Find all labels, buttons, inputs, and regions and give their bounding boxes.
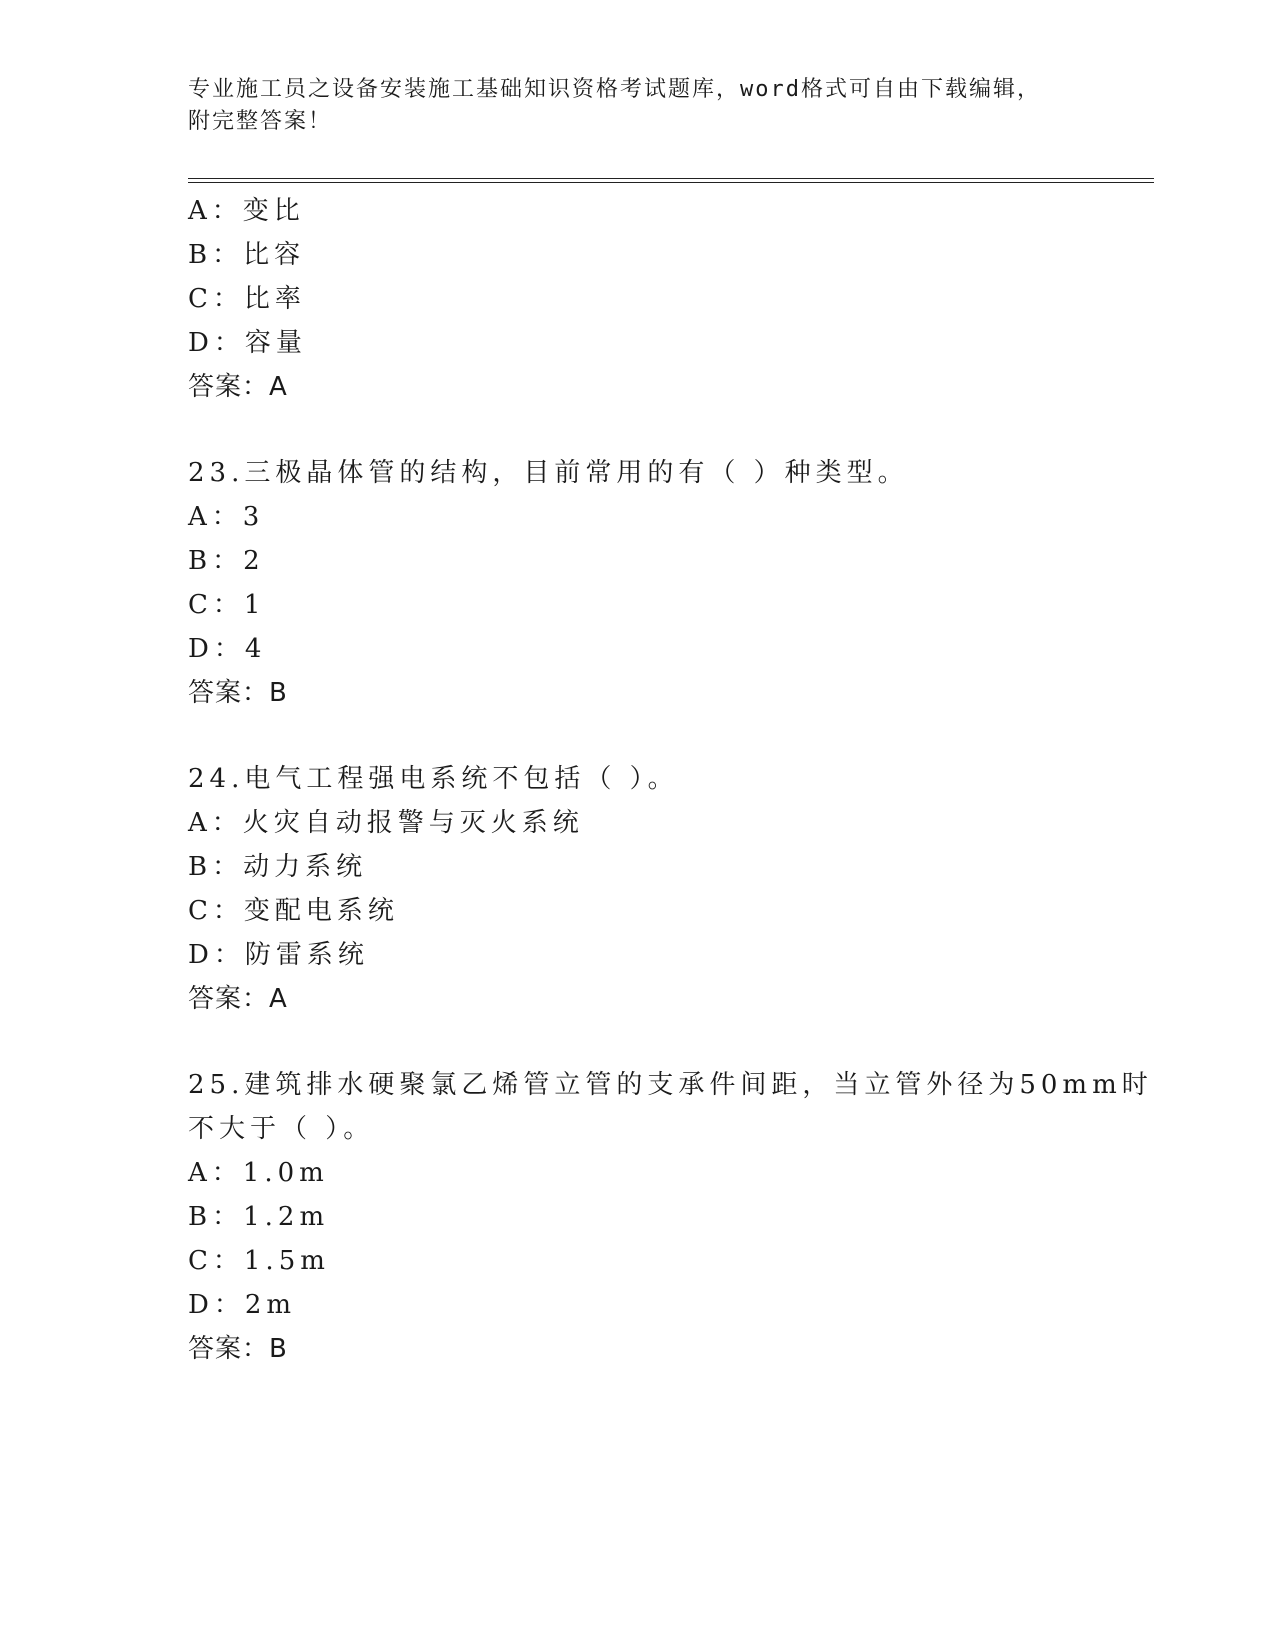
q25-stem-line-2: 不大于（ ）。	[188, 1114, 375, 1144]
q24-option-a: A：火灾自动报警与灭火系统	[188, 808, 584, 838]
header-divider-bottom	[188, 182, 1154, 183]
q24-option-c: C：变配电系统	[188, 896, 399, 926]
q24-answer: 答案：A	[188, 984, 288, 1014]
q23-option-b: B：2	[188, 546, 265, 576]
q23-option-a: A：3	[188, 502, 265, 532]
q25-option-a: A：1.0m	[188, 1158, 329, 1188]
header-line-1: 专业施工员之设备安装施工基础知识资格考试题库，word格式可自由下载编辑，	[188, 77, 1041, 102]
q22-option-d: D：容量	[188, 328, 307, 358]
q24-option-b: B：动力系统	[188, 852, 368, 882]
q23-stem: 23.三极晶体管的结构，目前常用的有（ ）种类型。	[188, 458, 909, 488]
q25-option-d: D：2m	[188, 1290, 297, 1320]
header-divider-top	[188, 178, 1154, 179]
q23-answer: 答案：B	[188, 678, 288, 708]
header-line-2: 附完整答案！	[188, 109, 333, 134]
q22-option-b: B：比容	[188, 240, 306, 270]
q22-option-c: C：比率	[188, 284, 306, 314]
document-header	[188, 74, 1108, 138]
q25-stem-line-1: 25.建筑排水硬聚氯乙烯管立管的支承件间距，当立管外径为50mm时	[188, 1070, 1153, 1100]
q24-option-d: D：防雷系统	[188, 940, 369, 970]
q23-option-d: D：4	[188, 634, 267, 664]
q25-option-b: B：1.2m	[188, 1202, 330, 1232]
q25-option-c: C：1.5m	[188, 1246, 330, 1276]
q23-option-c: C：1	[188, 590, 266, 620]
q22-option-a: A：变比	[188, 196, 305, 226]
q25-answer: 答案：B	[188, 1334, 288, 1364]
q24-stem: 24.电气工程强电系统不包括（ ）。	[188, 764, 679, 794]
q22-answer: 答案：A	[188, 372, 288, 402]
